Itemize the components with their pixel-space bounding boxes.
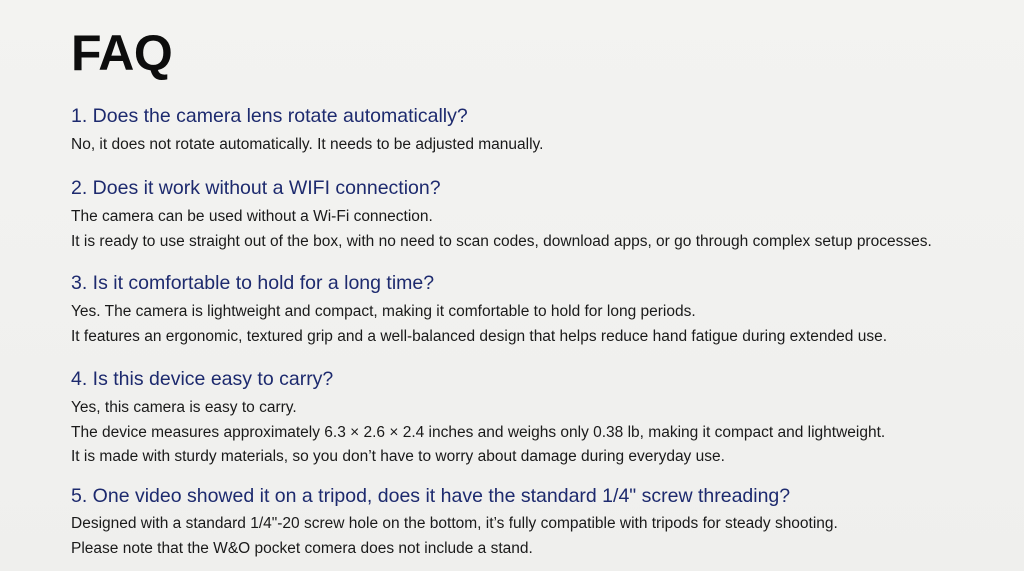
- faq-answer-line: The camera can be used without a Wi-Fi connection.: [71, 208, 433, 225]
- faq-answer: [71, 300, 1011, 349]
- faq-answer-line: Please note that the W&O pocket comera does not include a stand.: [71, 539, 533, 557]
- faq-question: 1. Does the camera lens rotate automatically?: [71, 105, 468, 127]
- faq-answer-line: Yes. The camera is lightweight and compact, making it comfortable to hold for long periods.: [71, 303, 696, 320]
- faq-item-2: [71, 176, 1011, 254]
- faq-item-4: [71, 367, 1011, 470]
- faq-answer-line: It is made with sturdy materials, so you don’t have to worry about damage during everyday use.: [71, 448, 725, 465]
- faq-answer-line: The device measures approximately 6.3 × 2.6 × 2.4 inches and weighs only 0.38 lb, making it compact and lightweight.: [71, 423, 886, 441]
- faq-answer: [71, 512, 1011, 561]
- faq-item-1: [71, 104, 1011, 158]
- faq-item-3: [71, 271, 1011, 349]
- faq-question: 4. Is this device easy to carry?: [71, 368, 334, 390]
- faq-answer-line: Designed with a standard 1/4"-20 screw hole on the bottom, it’s fully compatible with tripods for steady shooting.: [71, 515, 838, 532]
- faq-answer: [71, 396, 1011, 470]
- faq-question: 3. Is it comfortable to hold for a long time?: [71, 272, 435, 294]
- faq-answer-line: Yes, this camera is easy to carry.: [71, 399, 297, 416]
- faq-question: 2. Does it work without a WIFI connection?: [71, 177, 441, 199]
- faq-answer: [71, 205, 1011, 254]
- page-title: FAQ: [71, 25, 173, 81]
- faq-question: 5. One video showed it on a tripod, does it have the standard 1/4" screw threading?: [71, 485, 791, 507]
- faq-answer: [71, 133, 1011, 158]
- faq-item-5: [71, 484, 1011, 561]
- faq-answer-line: It features an ergonomic, textured grip and a well-balanced design that helps reduce hand fatigue during extended use.: [71, 327, 888, 345]
- faq-answer-line: It is ready to use straight out of the box, with no need to scan codes, download apps, or go through complex setup processes.: [71, 232, 932, 250]
- faq-answer-line: No, it does not rotate automatically. It needs to be adjusted manually.: [71, 136, 544, 153]
